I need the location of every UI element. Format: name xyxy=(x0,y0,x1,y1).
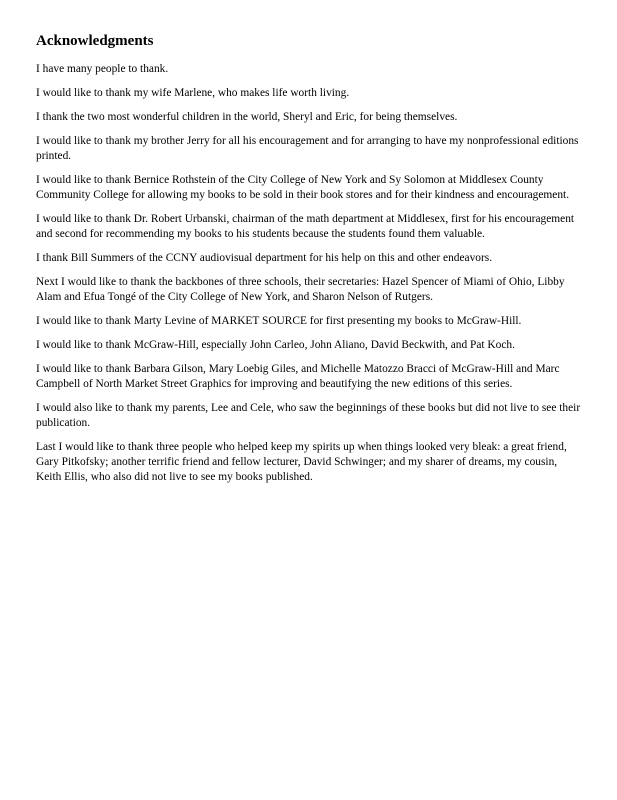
paragraph: I would like to thank Marty Levine of MARKET SOURCE for first presenting my books to McGraw-Hill. xyxy=(36,315,522,327)
paragraph: I would like to thank Barbara Gilson, Mary Loebig Giles, and Michelle Matozzo Bracci of McGraw-Hill and Marc Campbell of North Market Street Graphics for improving and beautifying the new editions of this series. xyxy=(36,363,560,390)
document-page xyxy=(36,32,581,494)
paragraph: I thank Bill Summers of the CCNY audiovisual department for his help on this and other endeavors. xyxy=(36,252,493,264)
page-title: Acknowledgments xyxy=(36,33,154,49)
paragraph: I would like to thank Bernice Rothstein of the City College of New York and Sy Solomon at Middlesex County Community College for allowing my books to be sold in their book stores and for their kindness and encouragement. xyxy=(36,174,570,201)
paragraph: I would like to thank my wife Marlene, who makes life worth living. xyxy=(36,87,350,99)
paragraph: I would like to thank Dr. Robert Urbanski, chairman of the math department at Middlesex, first for his encouragement and second for recommending my books to his students because the students found them valuable. xyxy=(36,213,575,240)
paragraph: I would like to thank McGraw-Hill, especially John Carleo, John Aliano, David Beckwith, and Pat Koch. xyxy=(36,339,515,351)
paragraph: Next I would like to thank the backbones of three schools, their secretaries: Hazel Spencer of Miami of Ohio, Libby Alam and Efua Tongé of the City College of New York, and Sharon Nelson of Rutgers. xyxy=(36,276,565,303)
paragraph: Last I would like to thank three people who helped keep my spirits up when things looked very bleak: a great friend, Gary Pitkofsky; another terrific friend and fellow lecturer, David Schwinger; and my sharer of dreams, my cousin, Keith Ellis, who also did not live to see my books published. xyxy=(36,441,567,483)
paragraph: I would like to thank my brother Jerry for all his encouragement and for arranging to have my nonprofessional editions printed. xyxy=(36,135,579,162)
paragraph: I have many people to thank. xyxy=(36,63,169,75)
paragraph: I thank the two most wonderful children in the world, Sheryl and Eric, for being themselves. xyxy=(36,111,458,123)
paragraph: I would also like to thank my parents, Lee and Cele, who saw the beginnings of these books but did not live to see their publication. xyxy=(36,402,581,429)
